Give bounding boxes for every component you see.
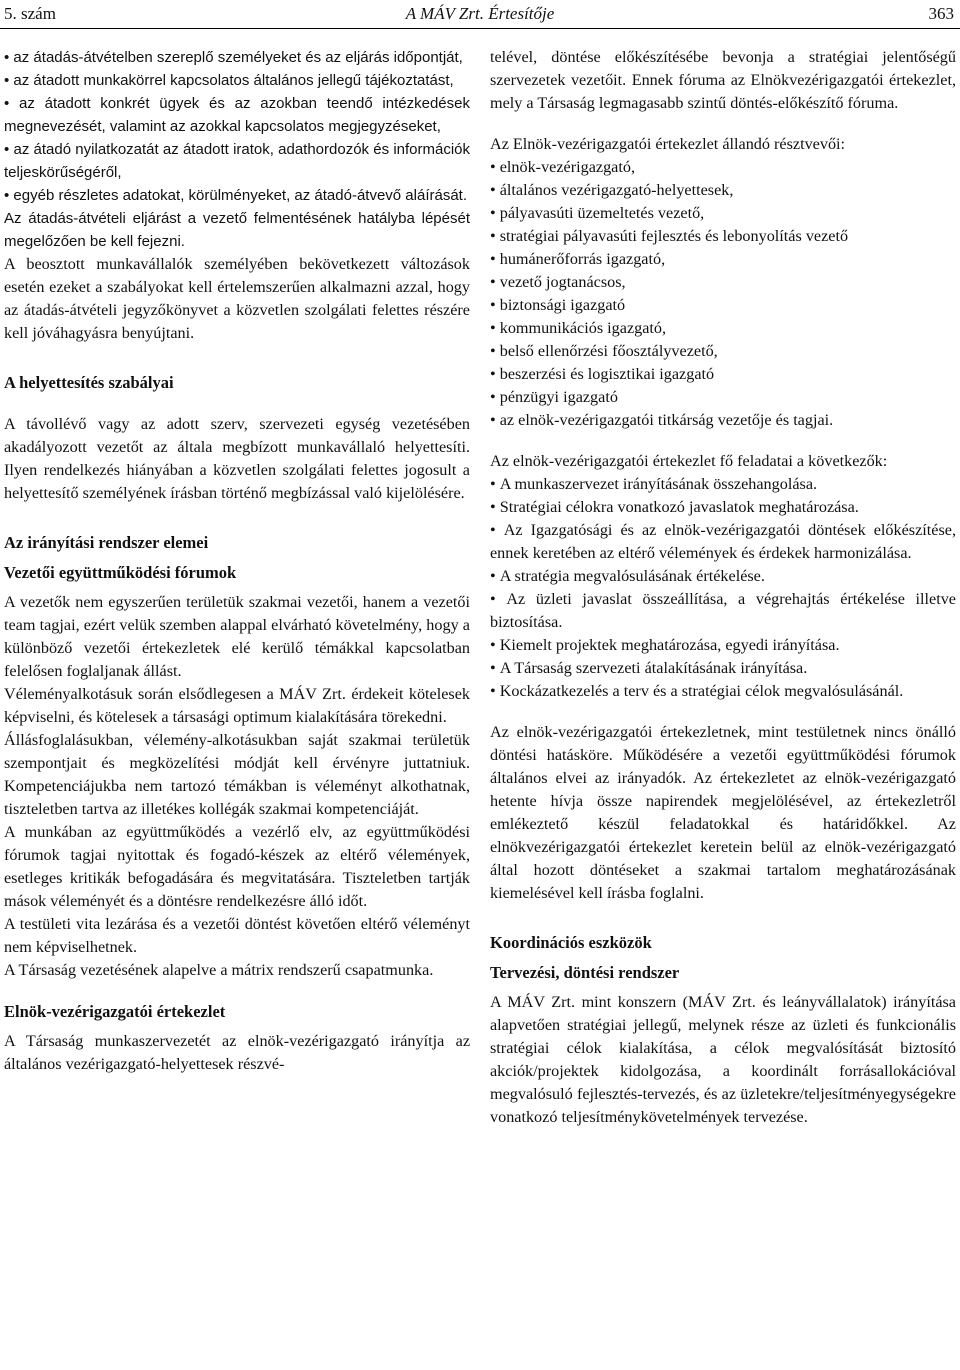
list-item: • az elnök-vezérigazgatói titkárság vezetője és tagjai.	[490, 409, 956, 432]
list-item: • pénzügyi igazgató	[490, 386, 956, 409]
list-item: • biztonsági igazgató	[490, 294, 956, 317]
page-number: 363	[928, 4, 954, 23]
subsection-heading: Tervezési, döntési rendszer	[490, 963, 680, 982]
list-item: • Kiemelt projektek meghatározása, egyedi irányítása.	[490, 634, 956, 657]
paragraph: A távollévő vagy az adott szerv, szervezeti egység vezetésében akadályozott vezetőt az általa megbízott munkavállaló helyettesíti. Ilyen rendelkezés hiányában a közvetlen szolgálati felettes jogosult a helyettesítő személyének írásban történő megbízással való kijelölésére.	[4, 415, 470, 502]
paragraph: A beosztott munkavállalók személyében bekövetkezett változások esetén ezeket a szabályokat kell értelemszerűen alkalmazni azzal, hogy az átadás-átvételi jegyzőkönyvet a közvetlen szolgálati felettes részére kell jóváhagyásra benyújtani.	[4, 255, 470, 342]
list-item: • kommunikációs igazgató,	[490, 317, 956, 340]
list-item: • stratégiai pályavasúti fejlesztés és lebonyolítás vezető	[490, 225, 956, 248]
section-heading: Elnök-vezérigazgatói értekezlet	[4, 1002, 226, 1021]
section-heading: Koordinációs eszközök	[490, 933, 652, 952]
tasks-list	[490, 473, 956, 703]
list-item: • az átadott konkrét ügyek és az azokban teendő intézkedések megnevezését, valamint az azokkal kapcsolatos megjegyzéseket,	[4, 92, 470, 138]
section-heading: A helyettesítés szabályai	[4, 373, 174, 392]
section-heading: Az irányítási rendszer elemei	[4, 533, 209, 552]
list-item: • humánerőforrás igazgató,	[490, 248, 956, 271]
list-item: • beszerzési és logisztikai igazgató	[490, 363, 956, 386]
list-item: • Az üzleti javaslat összeállítása, a végrehajtás értékelése illetve biztosítása.	[490, 588, 956, 634]
publication-title: A MÁV Zrt. Értesítője	[405, 4, 555, 23]
paragraph: A Társaság munkaszervezetét az elnök-vezérigazgató irányítja az általános vezérigazgató-helyettesek részvé-	[4, 1032, 470, 1073]
list-item: • az átadás-átvételben szereplő személyeket és az eljárás időpontját,	[4, 46, 470, 69]
paragraph: A munkában az együttműködés a vezérlő elv, az együttműködési fórumok tagjai nyitottak és fogadó-készek az eltérő vélemények, esetleges kritikák befogadására és megvitatására. Tiszteletben tartják mások véleményét és a döntésre rendelkezésre álló időt.	[4, 823, 470, 910]
left-column	[4, 46, 470, 1076]
paragraph: A Társaság vezetésének alapelve a mátrix rendszerű csapatmunka.	[4, 961, 434, 979]
paragraph: Az elnök-vezérigazgatói értekezlet fő feladatai a következők:	[490, 452, 888, 470]
participants-list	[490, 156, 956, 432]
paragraph: A testületi vita lezárása és a vezetői döntést követően eltérő véleményt nem képviselhetnek.	[4, 915, 470, 956]
list-item: • egyéb részletes adatokat, körülményeket, az átadó-átvevő aláírását.	[4, 184, 470, 207]
list-item: • Az Igazgatósági és az elnök-vezérigazgatói döntések előkészítése, ennek keretében az eltérő vélemények és érdekek harmonizálása.	[490, 519, 956, 565]
list-item: • A munkaszervezet irányításának összehangolása.	[490, 473, 956, 496]
issue-number: 5. szám	[4, 4, 56, 23]
list-item: • Kockázatkezelés a terv és a stratégiai célok megvalósulásánál.	[490, 680, 956, 703]
paragraph: Az Elnök-vezérigazgatói értekezlet állandó résztvevői:	[490, 135, 846, 153]
list-item: • általános vezérigazgató-helyettesek,	[490, 179, 956, 202]
paragraph: Véleményalkotásuk során elsődlegesen a MÁV Zrt. érdekeit kötelesek képviselni, és kötelesek a társasági optimum kialakítására törekedni.	[4, 685, 470, 726]
handover-contents-list	[4, 46, 470, 207]
paragraph: Az elnök-vezérigazgatói értekezletnek, mint testületnek nincs önálló döntési hatásköre. Működésére a vezetői együttműködési fórumok általános elvei az irányadók. Az értekezletet az elnök-vezérigazgató hetente hívja össze napirendek megjelölésével, az értekezletről emlékeztető készül feladatokkal és határidőkkel. Az elnökvezérigazgatói értekezlet keretein belül az elnök-vezérigazgató által hozott döntéseket a szakmai tartalom meghatározásának kiemelésével kell írásba foglalni.	[490, 723, 956, 902]
list-item: • elnök-vezérigazgató,	[490, 156, 956, 179]
list-item: • A Társaság szervezeti átalakításának irányítása.	[490, 657, 956, 680]
paragraph: Az átadás-átvételi eljárást a vezető felmentésének hatályba lépését megelőzően be kell fejezni.	[4, 210, 470, 250]
list-item: • A stratégia megvalósulásának értékelése.	[490, 565, 956, 588]
paragraph: Állásfoglalásukban, vélemény-alkotásukban saját szakmai területük szempontjait és megközelítési módját kell érvényre juttatniuk. Kompetenciájukba nem tartozó témákban is véleményt alkothatnak, tiszteletben tartva az illetékes kollégák szakmai kompetenciáját.	[4, 731, 470, 818]
right-column	[490, 46, 956, 1129]
list-item: • pályavasúti üzemeltetés vezető,	[490, 202, 956, 225]
paragraph: A vezetők nem egyszerűen területük szakmai vezetői, hanem a vezetői team tagjai, ezért velük szemben alappal elvárható követelmény, hogy a különböző vezetői értekezletek elé kerülő témákkal kapcsolatban felelősen foglaljanak állást.	[4, 593, 470, 680]
list-item: • az átadó nyilatkozatát az átadott iratok, adathordozók és információk teljeskörűségéről,	[4, 138, 470, 184]
page-header	[0, 0, 960, 29]
list-item: • belső ellenőrzési főosztályvezető,	[490, 340, 956, 363]
paragraph: A MÁV Zrt. mint konszern (MÁV Zrt. és leányvállalatok) irányítása alapvetően stratégiai jellegű, melynek része az üzleti és funkcionális stratégiai célok kialakítása, a célok megvalósítását biztosító akciók/projektek kidolgozása, a koordinált forrásallokációval megvalósuló fejlesztés-tervezés, és az üzletekre/teljesítményegységekre vonatkozó teljesítménykövetelmények tervezése.	[490, 993, 956, 1126]
list-item: • Stratégiai célokra vonatkozó javaslatok meghatározása.	[490, 496, 956, 519]
paragraph: telével, döntése előkészítésébe bevonja a stratégiai jelentőségű szervezetek vezetőit. Ennek fóruma az Elnökvezérigazgatói értekezlet, mely a Társaság legmagasabb szintű döntés-előkészítő fóruma.	[490, 48, 956, 112]
subsection-heading: Vezetői együttműködési fórumok	[4, 563, 237, 582]
list-item: • az átadott munkakörrel kapcsolatos általános jellegű tájékoztatást,	[4, 69, 470, 92]
list-item: • vezető jogtanácsos,	[490, 271, 956, 294]
